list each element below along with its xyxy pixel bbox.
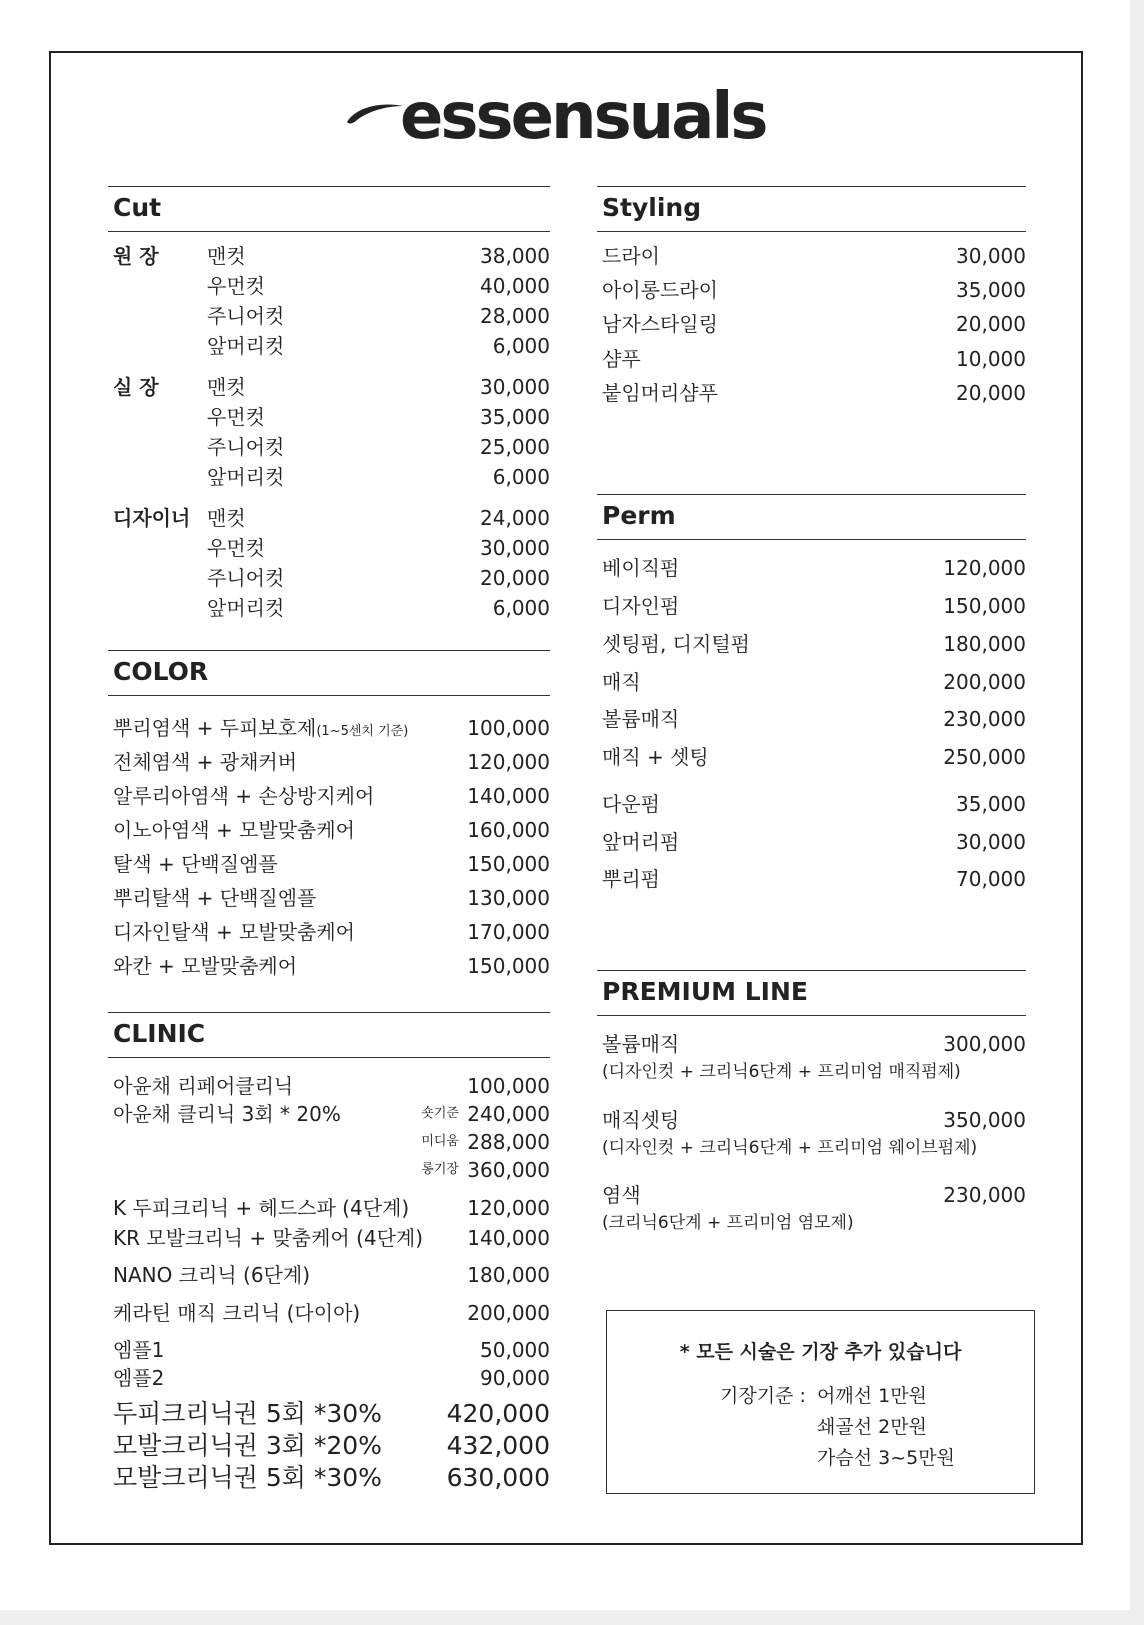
color-heading: COLOR xyxy=(108,650,550,696)
notice-line: 가슴선 3~5만원 xyxy=(817,1447,955,1469)
cut-price: 25,000 xyxy=(480,435,550,459)
cut-price: 24,000 xyxy=(480,506,550,530)
premium-desc: (디자인컷 + 크리닉6단계 + 프리미엄 매직펌제) xyxy=(602,1062,961,1082)
cut-item: 주니어컷 xyxy=(207,435,285,459)
cut-item: 우먼컷 xyxy=(207,536,265,560)
color-note: (1~5센치 기준) xyxy=(316,724,409,739)
cut-item: 앞머리컷 xyxy=(207,334,285,358)
cut-item: 앞머리컷 xyxy=(207,465,285,489)
cut-price: 20,000 xyxy=(480,566,550,590)
cut-price: 6,000 xyxy=(492,596,550,620)
cut-item: 주니어컷 xyxy=(207,304,285,328)
notice-line: 어깨선 1만원 xyxy=(817,1385,927,1407)
notice-label: 기장기준 : xyxy=(720,1385,806,1407)
length-surcharge-notice xyxy=(606,1310,1035,1494)
notice-line: 쇄골선 2만원 xyxy=(817,1416,927,1438)
swoosh-icon xyxy=(345,100,405,130)
cut-price: 38,000 xyxy=(480,244,550,268)
styling-heading: Styling xyxy=(597,186,1026,232)
cut-item: 맨컷 xyxy=(207,244,246,268)
cut-grade-label: 디자이너 xyxy=(113,506,191,530)
perm-heading: Perm xyxy=(597,494,1026,540)
premium-desc: (크리닉6단계 + 프리미엄 염모제) xyxy=(602,1213,854,1233)
logo-text: essensuals xyxy=(400,80,766,154)
cut-price: 6,000 xyxy=(492,334,550,358)
cut-price: 40,000 xyxy=(480,274,550,298)
cut-price: 6,000 xyxy=(492,465,550,489)
cut-item: 주니어컷 xyxy=(207,566,285,590)
cut-item: 우먼컷 xyxy=(207,274,265,298)
length-tag: 롱기장 xyxy=(421,1162,459,1177)
cut-item: 우먼컷 xyxy=(207,405,265,429)
cut-item: 맨컷 xyxy=(207,506,246,530)
clinic-heading: CLINIC xyxy=(108,1012,550,1058)
cut-grade-label: 원 장 xyxy=(113,244,159,268)
cut-grade-label: 실 장 xyxy=(113,375,159,399)
length-tag: 미디움 xyxy=(421,1134,459,1149)
brand-logo xyxy=(345,82,795,152)
cut-price: 30,000 xyxy=(480,375,550,399)
cut-price: 35,000 xyxy=(480,405,550,429)
cut-item: 앞머리컷 xyxy=(207,596,285,620)
premium-desc: (디자인컷 + 크리닉6단계 + 프리미엄 웨이브펌제) xyxy=(602,1138,978,1158)
premium-heading: PREMIUM LINE xyxy=(597,970,1026,1016)
cut-heading: Cut xyxy=(108,186,550,232)
length-tag: 숏기준 xyxy=(421,1106,459,1121)
notice-title: * 모든 시술은 기장 추가 있습니다 xyxy=(679,1341,962,1363)
cut-price: 28,000 xyxy=(480,304,550,328)
cut-price: 30,000 xyxy=(480,536,550,560)
menu-page: essensuals Cut 원 장 맨컷 38,000 우먼컷 40,000 주니어컷 28,000 앞머리컷 6,000 실 장 맨컷 30,000 우먼컷 35,000 주니어컷 25,000 앞머리컷 6,000 디자이너 맨컷 24,000 우먼컷 30,000 주니어컷 20,000 앞머리컷 6,000 COLOR 뿌리염색 + 두피보호제(1~5센치 기준) 100,000 전체염색 + 광채커버 120,000 알루리아염색 + 손상방지케어 140,000 이노아염색 + 모발맞춤케어 160,000 탈색 + 단백질엠플 150,000 뿌리탈색 + 단백질엠플 130,000 디자인탈색 + 모발맞춤케어 170,000 와칸 + 모발맞춤케어 150,000 CLINIC 아윤채 리페어클리닉 100,000 아윤채 클리닉 3회 * 20% 240,000 숏기준 288,000 미디움 360,000 롱기장 K 두피크리닉 + 헤드스파 (4단계) 120,000 KR 모발크리닉 + 맞춤케어 (4단계) 140,000 NANO 크리닉 (6단계) 180,000 케라틴 매직 크리닉 (다이아) 200,000 엠플1 50,000 엠플2 90,000 두피크리닉권 5회 *30% 420,000 모발크리닉권 3회 *20% 432,000 모발크리닉권 5회 *30% 630,000 Styling 드라이 30,000 아이롱드라이 35,000 남자스타일링 20,000 샴푸 10,000 붙임머리샴푸 20,000 Perm 베이직펌 120,000 디자인펌 150,000 셋팅펌, 디지털펌 180,000 매직 200,000 볼륨매직 230,000 매직 + 셋팅 250,000 다운펌 35,000 앞머리펌 30,000 뿌리펌 70,000 PREMIUM LINE 볼륨매직 300,000 (디자인컷 + 크리닉6단계 + 프리미엄 매직펌제) 매직셋팅 350,000 (디자인컷 + 크리닉6단계 + 프리미엄 웨이브펌제) 염색 230,000 (크리닉6단계 + 프리미엄 염모제) * 모든 시술은 기장 추가 있습니다 기장기준 : 어깨선 1만원 쇄골선 2만원 가슴선 3~5만원 xyxy=(0,0,1130,1610)
cut-item: 맨컷 xyxy=(207,375,246,399)
